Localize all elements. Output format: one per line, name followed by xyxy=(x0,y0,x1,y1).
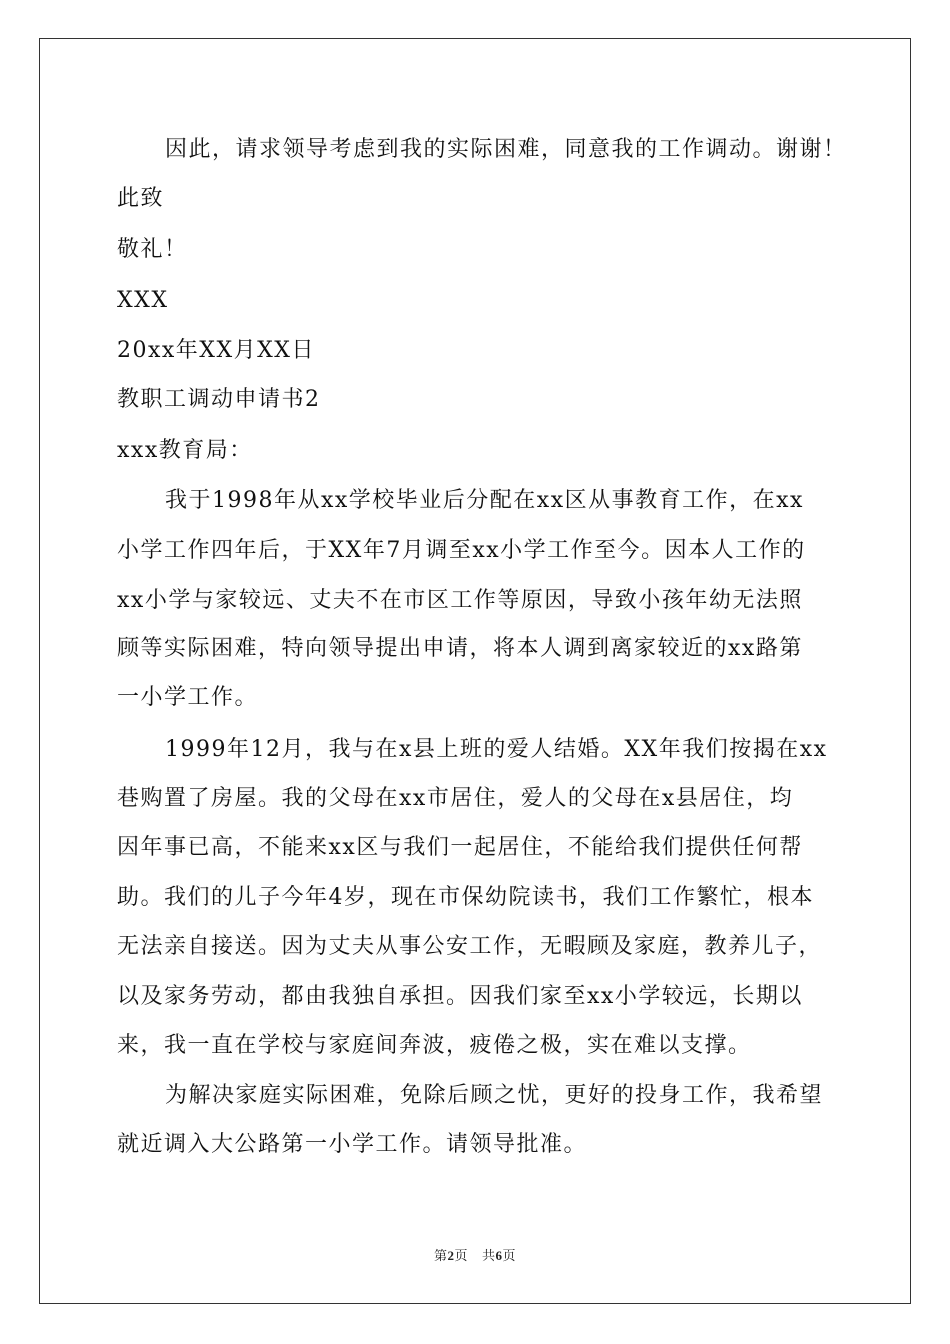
paragraph-line: 为解决家庭实际困难，免除后顾之忧，更好的投身工作，我希望 xyxy=(165,1083,824,1108)
signature-name: XXX xyxy=(117,288,169,313)
page-prefix: 第 xyxy=(433,1249,448,1264)
current-page-number: 2 xyxy=(447,1248,455,1263)
regards-line: 敬礼！ xyxy=(117,237,188,262)
paragraph-line: 小学工作四年后，于XX年7月调至xx小学工作至今。因本人工作的 xyxy=(117,538,806,563)
closing-paragraph: 因此，请求领导考虑到我的实际困难，同意我的工作调动。谢谢！ xyxy=(165,137,847,162)
paragraph-line: 一小学工作。 xyxy=(117,685,259,710)
signature-date: 20xx年XX月XX日 xyxy=(117,338,315,363)
paragraph-line: 巷购置了房屋。我的父母在xx市居住，爱人的父母在x县居住，均 xyxy=(117,786,794,811)
salutation-line: 此致 xyxy=(117,186,165,211)
paragraph-line: 来，我一直在学校与家庭间奔波，疲倦之极，实在难以支撑。 xyxy=(117,1033,752,1058)
paragraph-line: 助。我们的儿子今年4岁，现在市保幼院读书，我们工作繁忙，根本 xyxy=(117,885,814,910)
paragraph-line: 无法亲自接送。因为丈夫从事公安工作，无暇顾及家庭，教养儿子， xyxy=(117,934,823,959)
section-title: 教职工调动申请书2 xyxy=(117,387,321,412)
total-prefix: 共 xyxy=(482,1249,496,1264)
total-page-number: 6 xyxy=(495,1248,503,1263)
paragraph-line: 我于1998年从xx学校毕业后分配在xx区从事教育工作，在xx xyxy=(165,488,804,513)
page-footer xyxy=(0,1247,950,1266)
page-suffix: 页 xyxy=(454,1249,468,1264)
paragraph-line: 1999年12月，我与在x县上班的爱人结婚。XX年我们按揭在xx xyxy=(165,737,828,762)
paragraph-line: 顾等实际困难，特向领导提出申请，将本人调到离家较近的xx路第 xyxy=(117,636,803,661)
page-border xyxy=(39,38,911,1304)
paragraph-line: xx小学与家较远、丈夫不在市区工作等原因，导致小孩年幼无法照 xyxy=(117,588,803,613)
paragraph-line: 以及家务劳动，都由我独自承担。因我们家至xx小学较远，长期以 xyxy=(117,984,803,1009)
recipient-line: xxx教育局： xyxy=(117,438,253,463)
paragraph-line: 因年事已高，不能来xx区与我们一起居住，不能给我们提供任何帮 xyxy=(117,835,803,860)
paragraph-line: 就近调入大公路第一小学工作。请领导批准。 xyxy=(117,1132,588,1157)
total-suffix: 页 xyxy=(502,1249,517,1264)
